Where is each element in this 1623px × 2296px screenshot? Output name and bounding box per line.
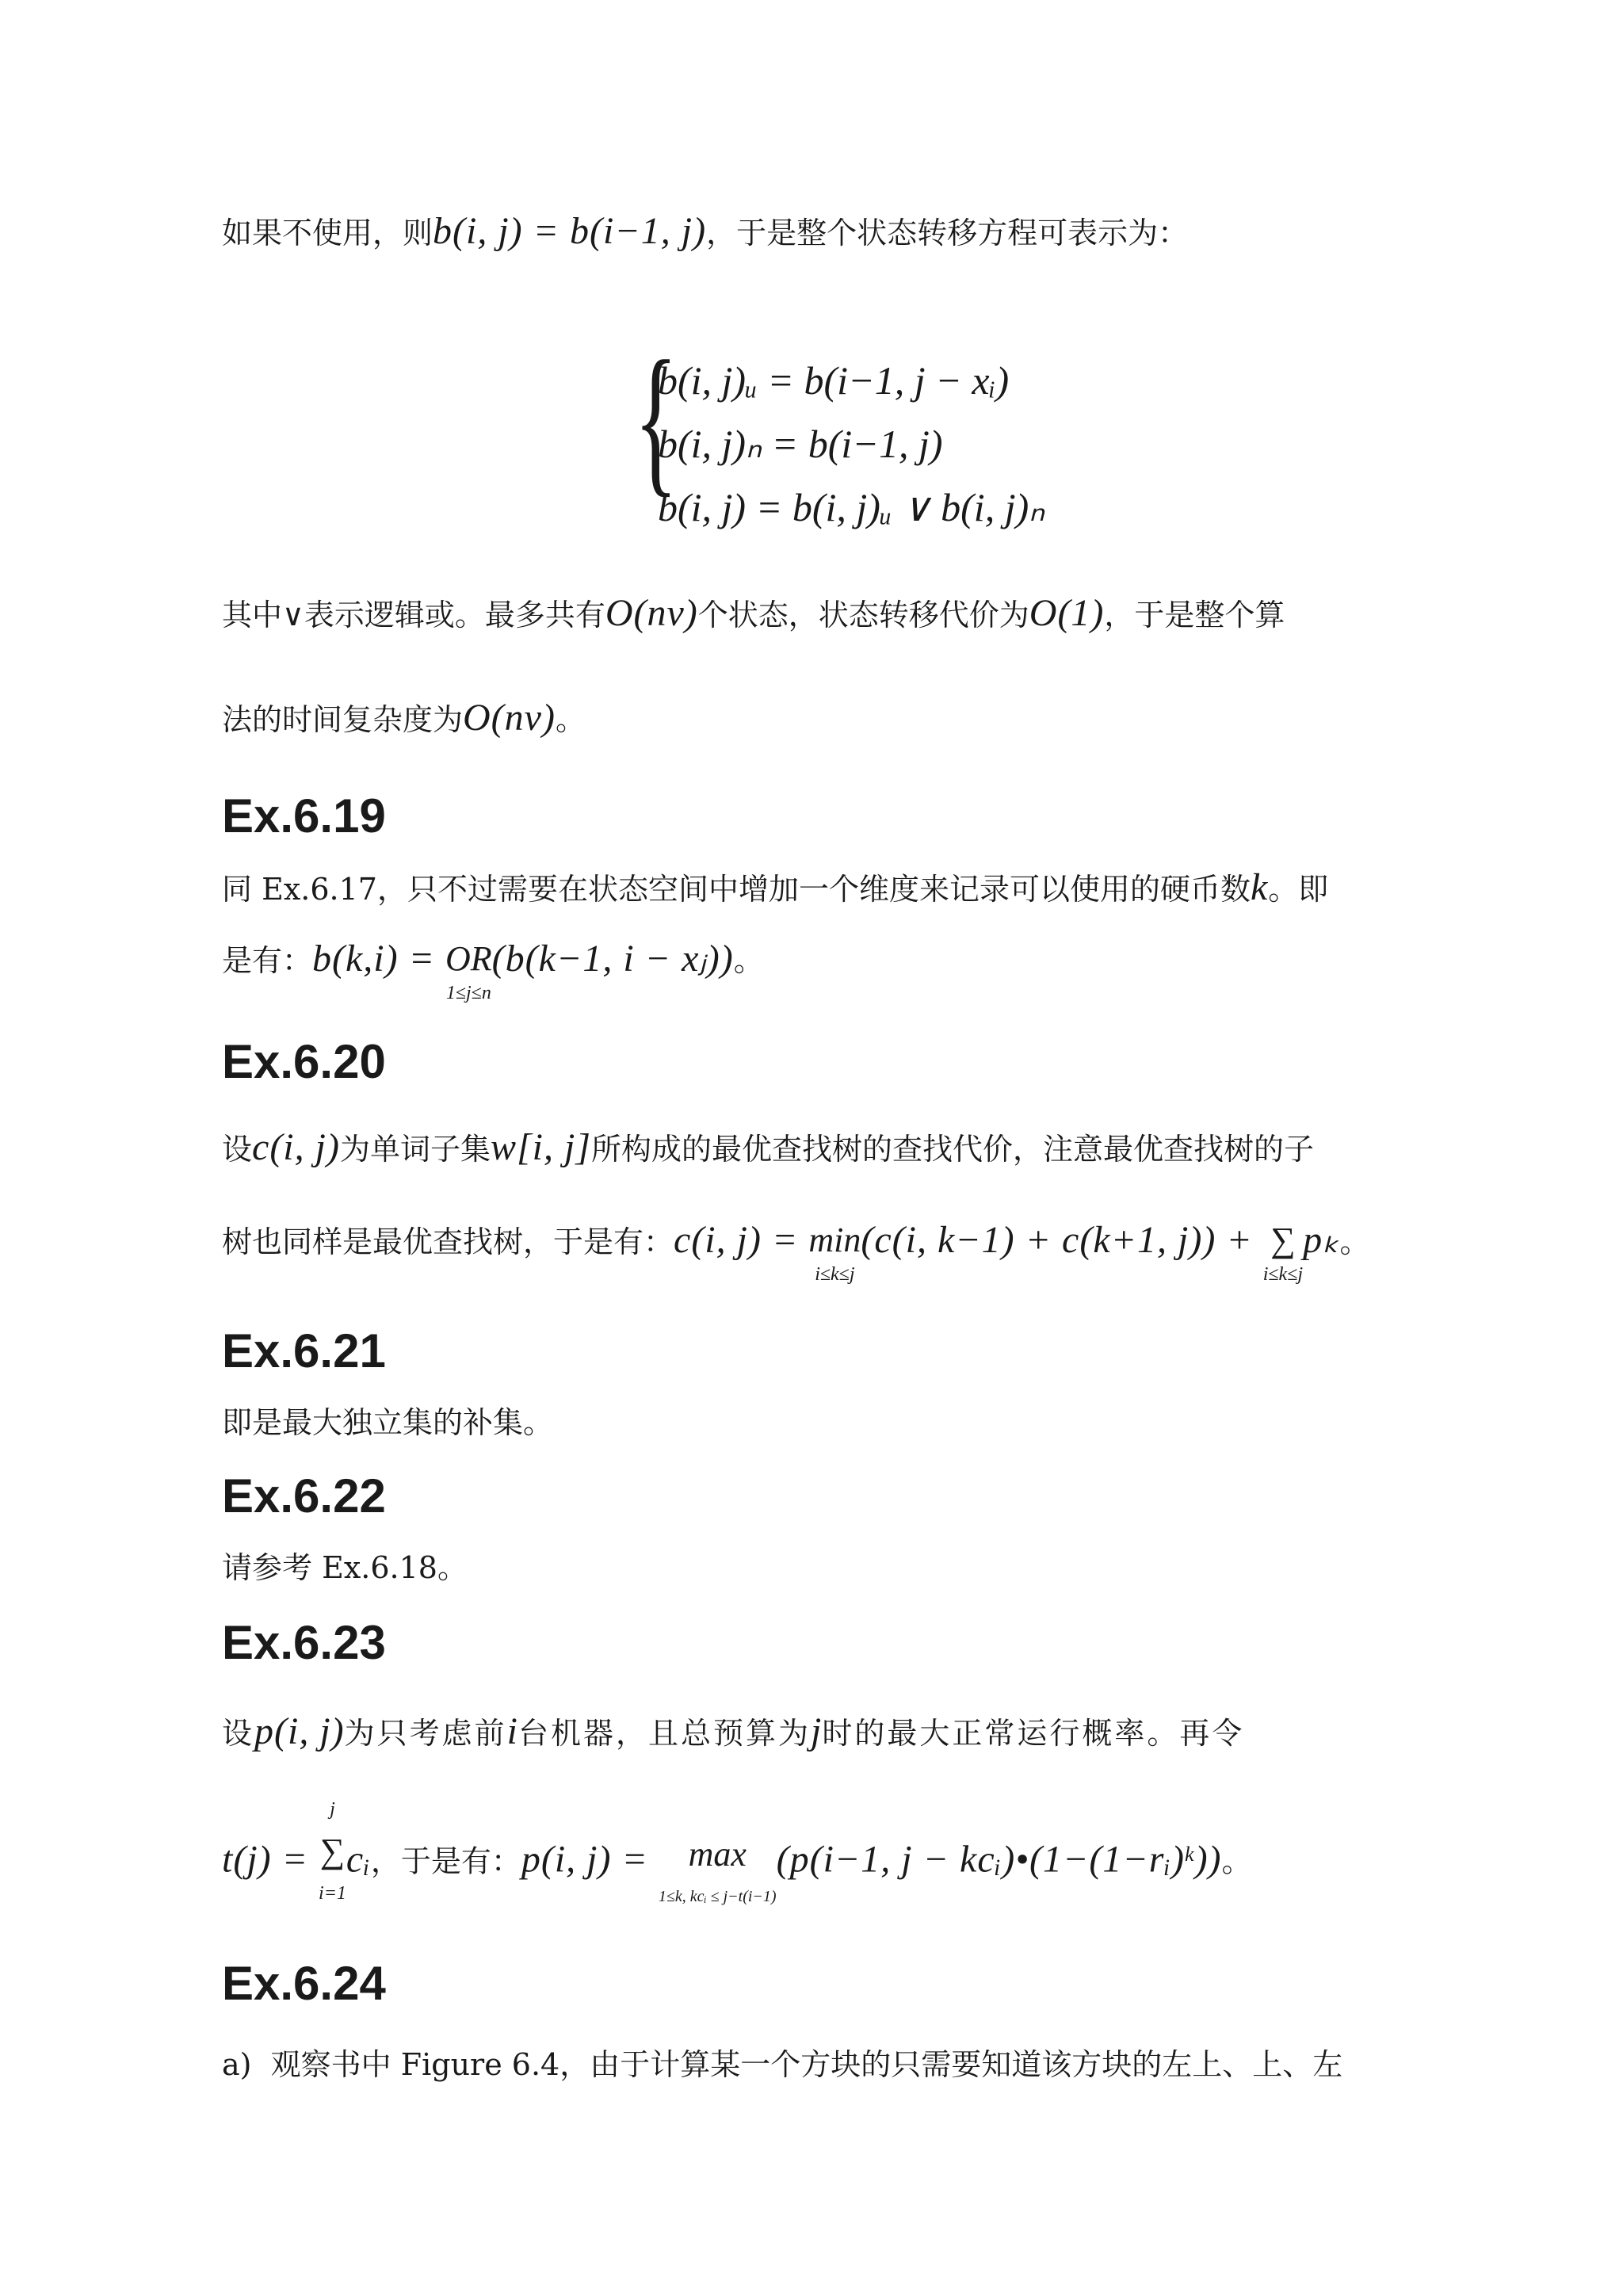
math-inline: (b(k−1, i − xⱼ)) <box>491 938 734 980</box>
math-inline: O(nv) <box>463 697 556 739</box>
sum-operator <box>319 1799 346 1904</box>
operator: ∑ <box>1270 1221 1296 1259</box>
section-heading-ex621: Ex.6.21 <box>222 1324 386 1377</box>
paragraph-unused-case <box>222 208 1411 257</box>
text: 法的时间复杂度为 <box>222 702 464 737</box>
operator-superscript: j <box>330 1799 335 1820</box>
operator: max <box>688 1835 747 1874</box>
math-inline: (c(i, k−1) + c(k+1, j)) + <box>861 1219 1263 1261</box>
math-inline: c(i, j) <box>252 1126 340 1168</box>
operator: OR <box>445 939 492 978</box>
text: 是有： <box>222 943 313 978</box>
operator-subscript: i≤k≤j <box>815 1264 855 1285</box>
section-heading-ex622: Ex.6.22 <box>222 1469 386 1522</box>
ex619-line-2 <box>222 935 1411 1003</box>
operator: min <box>808 1221 861 1259</box>
text: 同 Ex.6.17，只不过需要在状态空间中增加一个维度来记录可以使用的硬币数 <box>222 872 1251 907</box>
text: 其中∨表示逻辑或。最多共有 <box>222 598 605 632</box>
section-heading-ex620: Ex.6.20 <box>222 1035 386 1088</box>
math-inline: O(1) <box>1029 592 1105 634</box>
max-operator <box>659 1823 777 1907</box>
min-operator <box>808 1217 861 1285</box>
ex624-item-a <box>222 2041 1411 2088</box>
operator-subscript: i≤k≤j <box>1262 1264 1304 1285</box>
text: ，于是整个算 <box>1104 598 1285 632</box>
math-inline: c(i, j) = <box>674 1219 809 1261</box>
equation-line-3: b(i, j) = b(i, j)ᵤ ∨ b(i, j)ₙ <box>658 485 1045 529</box>
math-inline: t(j) = <box>222 1838 319 1881</box>
text: 设 <box>222 1716 255 1751</box>
math-inline: j <box>811 1710 823 1752</box>
math-inline: i <box>506 1710 519 1752</box>
math-inline: k <box>1250 866 1269 908</box>
math-inline: (p(i−1, j − kcᵢ)•(1−(1−rᵢ) <box>776 1838 1186 1881</box>
equation-line-2: b(i, j)ₙ = b(i−1, j) <box>658 422 943 466</box>
math-inline: b(k,i) = <box>312 938 446 980</box>
math-inline: p(i, j) = <box>521 1838 659 1881</box>
text: 。 <box>1339 1224 1370 1259</box>
text: ，于是整个状态转移方程可表示为： <box>706 216 1189 250</box>
paragraph-complexity-line-2 <box>222 694 1411 743</box>
text: 时的最大正常运行概率。再令 <box>822 1716 1245 1751</box>
math-inline: p(i, j) <box>254 1710 345 1752</box>
math-superscript: k <box>1185 1843 1195 1866</box>
text: 设 <box>222 1132 253 1167</box>
text: 为单词子集 <box>339 1132 491 1167</box>
math-inline: )) <box>1194 1838 1222 1881</box>
math-inline: cᵢ <box>346 1838 371 1881</box>
text: 为只考虑前 <box>344 1716 507 1751</box>
equation-line-1: b(i, j)ᵤ = b(i−1, j − xᵢ) <box>658 358 1010 403</box>
operator: ∑ <box>319 1832 346 1870</box>
ex620-line-1 <box>222 1124 1411 1173</box>
math-inline: b(i, j) = b(i−1, j) <box>433 210 707 252</box>
sum-operator <box>1263 1217 1303 1285</box>
operator-subscript: 1≤j≤n <box>445 983 491 1003</box>
ex621-text: 即是最大独立集的补集。 <box>222 1405 554 1440</box>
paragraph-complexity-line-1 <box>222 590 1411 639</box>
section-heading-ex619: Ex.6.19 <box>222 789 386 842</box>
text: 个状态，状态转移代价为 <box>697 598 1029 632</box>
or-operator <box>445 935 492 1003</box>
text: 如果不使用，则 <box>222 216 433 250</box>
section-heading-ex623: Ex.6.23 <box>222 1616 386 1669</box>
text: 树也同样是最优查找树，于是有： <box>222 1224 674 1259</box>
operator-subscript: i=1 <box>319 1883 346 1904</box>
ex620-line-2 <box>222 1217 1411 1285</box>
list-item-label: a) <box>222 2047 252 2082</box>
text: 台机器，且总预算为 <box>518 1716 812 1751</box>
operator-subscript: 1≤k, kcᵢ ≤ j−t(i−1) <box>658 1888 777 1905</box>
list-item-text: 观察书中 Figure 6.4，由于计算某一个方块的只需要知道该方块的左上、上、左 <box>270 2047 1343 2082</box>
math-inline: pₖ <box>1303 1219 1340 1261</box>
text: 。 <box>1221 1843 1252 1879</box>
text: 。 <box>733 943 764 978</box>
text: ，于是有： <box>370 1843 521 1879</box>
ex623-line-2 <box>222 1799 1411 1907</box>
math-inline: w[i, j] <box>490 1126 592 1168</box>
ex619-line-1 <box>222 864 1411 913</box>
text: 。 <box>555 702 586 737</box>
ex623-line-1 <box>222 1708 1411 1757</box>
left-brace: { <box>634 327 678 511</box>
ex622-text: 请参考 Ex.6.18。 <box>222 1550 468 1585</box>
section-heading-ex624: Ex.6.24 <box>222 1957 386 2010</box>
math-inline: O(nv) <box>605 592 698 634</box>
text: 所构成的最优查找树的查找代价，注意最优查找树的子 <box>591 1132 1315 1167</box>
text: 。即 <box>1268 872 1329 907</box>
